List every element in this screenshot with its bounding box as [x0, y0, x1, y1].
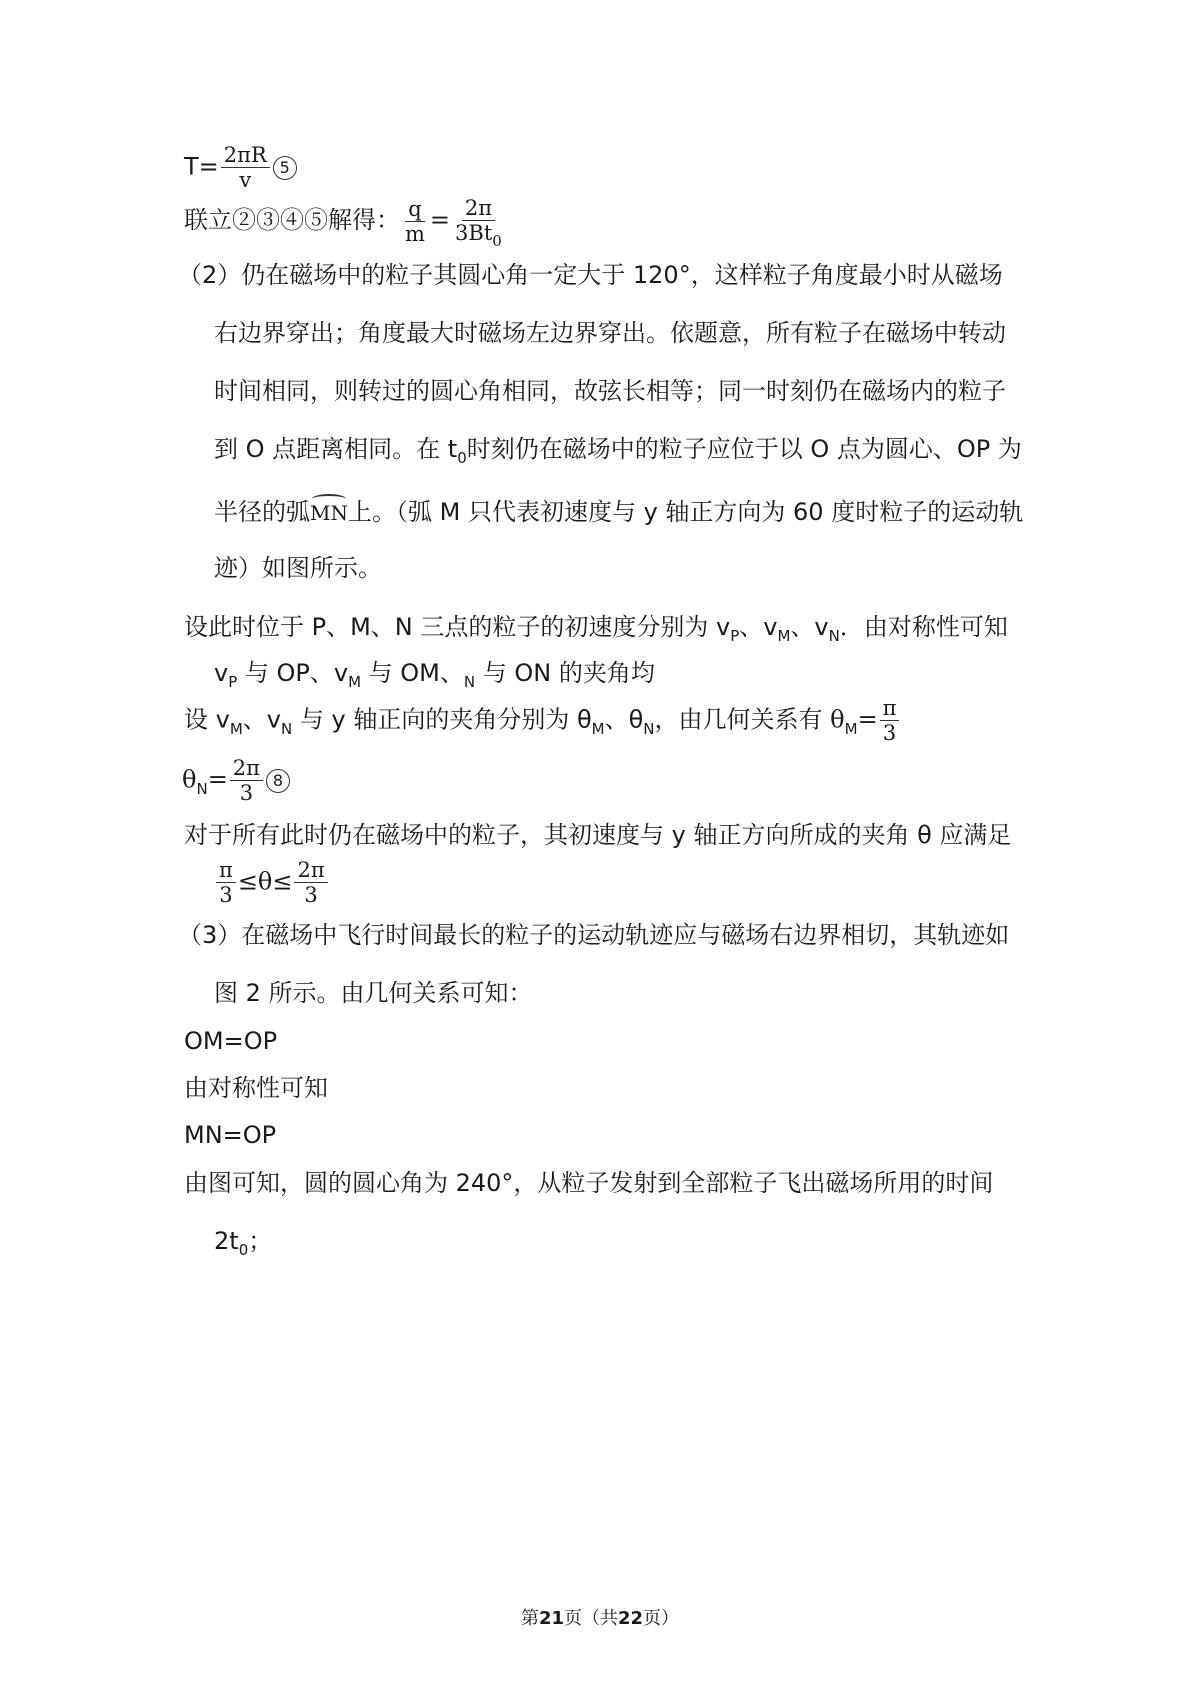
paragraph-line: 时间相同，则转过的圆心角相同，故弦长相等；同一时刻仍在磁场内的粒子: [214, 377, 1006, 405]
paragraph-line: 由对称性可知: [184, 1074, 328, 1102]
paragraph-line: （2）仍在磁场中的粒子其圆心角一定大于 120°，这样粒子角度最小时从磁场: [178, 261, 1003, 289]
total-pages: 22: [618, 1608, 644, 1629]
formula-theta-n: $\theta_N=$ $\frac{2\pi}{3}$ 8: [182, 756, 291, 805]
equation-number: 8: [266, 769, 290, 793]
equation-number: 5: [273, 156, 297, 180]
paragraph-line: 半径的弧MN上。（弧 M 只代表初速度与 y 轴正方向为 60 度时粒子的运动轨: [214, 494, 1023, 528]
paragraph-line: $v_P$ 与 OP、$v_M$ 与 OM、$_N$ 与 ON 的夹角均: [214, 659, 655, 691]
paragraph-line: 对于所有此时仍在磁场中的粒子，其初速度与 y 轴正方向所成的夹角 θ 应满足: [184, 821, 1012, 849]
paragraph-line: （3）在磁场中飞行时间最长的粒子的运动轨迹应与磁场右边界相切，其轨迹如: [178, 921, 1010, 949]
arc-mn-symbol: MN: [310, 494, 348, 528]
formula-charge-mass-ratio: 联立②③④⑤解得： $\frac{q}{m}$ = $\frac{2\pi}{3Bt_0}$: [184, 196, 502, 250]
formula-theta-range: $\frac{\pi}{3}$ ≤θ≤ $\frac{2\pi}{3}$: [214, 858, 330, 907]
current-page: 21: [538, 1608, 564, 1629]
paragraph-line: 迹）如图所示。: [214, 554, 382, 582]
paragraph-line: $2t_0$；: [214, 1227, 273, 1259]
paragraph-line: OM=OP: [184, 1027, 278, 1055]
paragraph-line: 图 2 所示。由几何关系可知：: [214, 979, 533, 1007]
page-footer: 第21页（共22页）: [520, 1608, 680, 1629]
paragraph-line: 由图可知，圆的圆心角为 240°，从粒子发射到全部粒子飞出磁场所用的时间: [184, 1169, 994, 1197]
formula-period: T= $\frac{2\pi R}{v}$ 5: [184, 143, 298, 192]
paragraph-line: 到 O 点距离相同。在 $t_0$时刻仍在磁场中的粒子应位于以 O 点为圆心、OP 为: [214, 435, 1022, 467]
fraction-2piR-over-v: $\frac{2\pi R}{v}$: [221, 143, 270, 192]
formula-theta-m: 设 $v_M$、$v_N$ 与 y 轴正向的夹角分别为 $\theta_M$、$\theta_N$，由几何关系有 $\theta_M=$ $\frac{\pi}{3}$: [184, 696, 901, 745]
paragraph-line: 设此时位于 P、M、N 三点的粒子的初速度分别为 $v_P$、$v_M$、$v_N$．由对称性可知: [184, 613, 1008, 645]
paragraph-line: MN=OP: [184, 1121, 277, 1149]
paragraph-line: 右边界穿出；角度最大时磁场左边界穿出。依题意，所有粒子在磁场中转动: [214, 319, 1006, 347]
